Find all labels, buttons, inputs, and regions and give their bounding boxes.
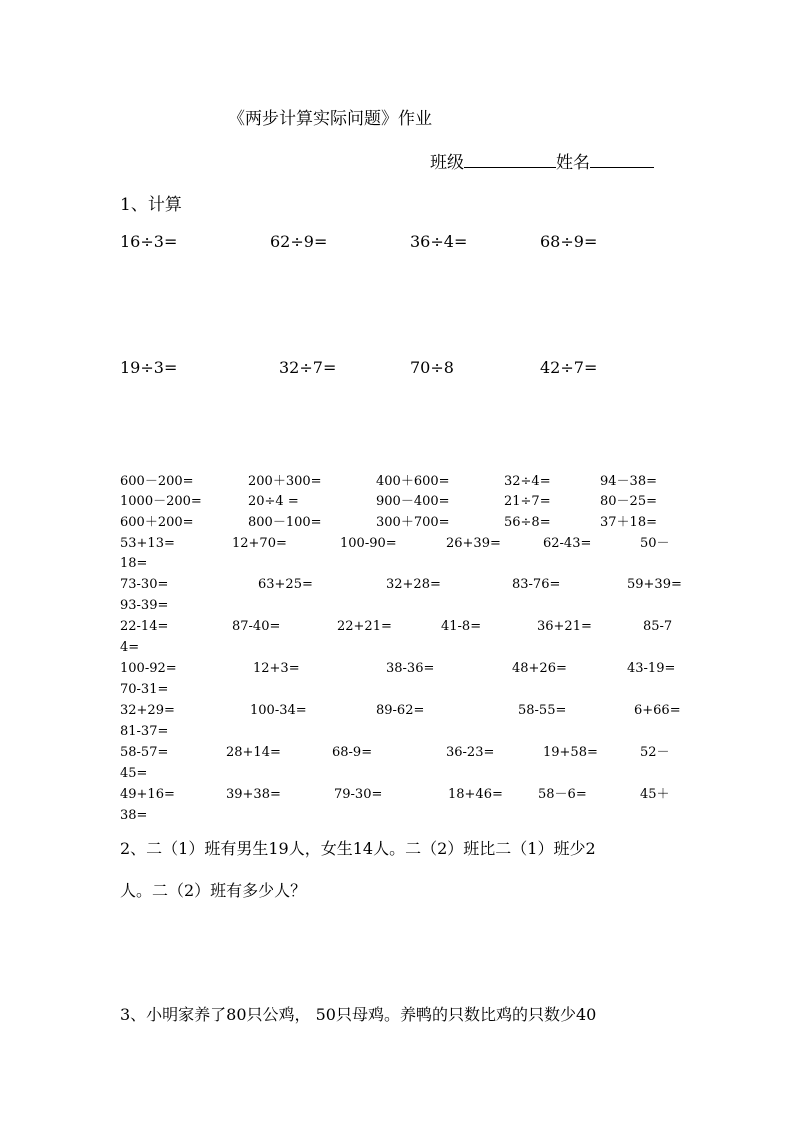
calc-item: 94－38= [600, 474, 657, 489]
calc-item: 19+58= [543, 745, 598, 760]
calc-item: 56÷8= [504, 515, 551, 530]
calc-item: 37＋18= [600, 515, 657, 530]
calc-item: 32÷4= [504, 474, 551, 489]
calc-item: 41-8= [441, 619, 482, 634]
calc-item: 59+39= [627, 577, 682, 592]
calc-item: 83-76= [512, 577, 561, 592]
calc-item: 400＋600= [376, 474, 450, 489]
calc-item: 800－100= [248, 515, 322, 530]
calc-item: 58－6= [538, 787, 587, 802]
calc-item: 300＋700= [376, 515, 450, 530]
calc-item: 22-14= [120, 619, 169, 634]
calc-item: 18+46= [448, 787, 503, 802]
calc-item: 87-40= [232, 619, 281, 634]
calc-item: 39+38= [226, 787, 281, 802]
division-item: 70÷8 [410, 358, 454, 377]
calc-item: 18= [120, 556, 148, 571]
calc-item: 48+26= [512, 661, 567, 676]
calc-item: 80－25= [600, 494, 657, 509]
calc-item: 68-9= [332, 745, 373, 760]
calc-item: 85-7 [643, 619, 673, 634]
calc-item: 53+13= [120, 536, 175, 551]
calc-item: 52－ [640, 745, 670, 760]
calc-item: 43-19= [627, 661, 676, 676]
calc-item: 100-92= [120, 661, 177, 676]
calc-item: 45= [120, 766, 148, 781]
q1-heading: 1、计算 [120, 195, 182, 215]
name-blank[interactable] [590, 151, 654, 168]
calc-item: 1000－200= [120, 494, 202, 509]
calc-item: 900－400= [376, 494, 450, 509]
calc-item: 6+66= [634, 703, 681, 718]
calc-item: 4= [120, 640, 140, 655]
calc-item: 50－ [640, 536, 670, 551]
calc-item: 20÷4 = [248, 494, 299, 509]
q2-line: 人。二（2）班有多少人？ [120, 881, 307, 900]
page-title: 《两步计算实际问题》作业 [228, 109, 432, 129]
division-item: 42÷7= [540, 358, 598, 377]
calc-item: 62-43= [543, 536, 592, 551]
calc-item: 58-57= [120, 745, 169, 760]
calc-item: 21÷7= [504, 494, 551, 509]
calc-item: 200＋300= [248, 474, 322, 489]
calc-item: 100-90= [340, 536, 397, 551]
calc-item: 93-39= [120, 598, 169, 613]
calc-item: 32+28= [386, 577, 441, 592]
calc-item: 63+25= [258, 577, 313, 592]
class-name-line [430, 148, 654, 173]
calc-item: 58-55= [518, 703, 567, 718]
calc-item: 100-34= [250, 703, 307, 718]
calc-item: 36+21= [537, 619, 592, 634]
calc-item: 12+3= [253, 661, 300, 676]
calc-item: 12+70= [232, 536, 287, 551]
calc-item: 600－200= [120, 474, 194, 489]
calc-item: 36-23= [446, 745, 495, 760]
calc-item: 79-30= [334, 787, 383, 802]
division-item: 36÷4= [410, 232, 468, 251]
calc-item: 600＋200= [120, 515, 194, 530]
class-label: 班级 [430, 153, 464, 173]
calc-item: 22+21= [337, 619, 392, 634]
calc-item: 38= [120, 808, 148, 823]
q2-line: 2、二（1）班有男生19人，女生14人。二（2）班比二（1）班少2 [120, 839, 596, 858]
division-item: 19÷3= [120, 358, 178, 377]
calc-item: 26+39= [446, 536, 501, 551]
calc-item: 38-36= [386, 661, 435, 676]
division-item: 16÷3= [120, 232, 178, 251]
division-item: 62÷9= [270, 232, 328, 251]
class-blank[interactable] [464, 151, 556, 168]
calc-item: 28+14= [226, 745, 281, 760]
calc-item: 45＋ [640, 787, 670, 802]
calc-item: 32+29= [120, 703, 175, 718]
calc-item: 70-31= [120, 682, 169, 697]
calc-item: 81-37= [120, 724, 169, 739]
q3-line: 3、小明家养了80只公鸡， 50只母鸡。养鸭的只数比鸡的只数少40 [120, 1005, 597, 1024]
name-label: 姓名 [556, 153, 590, 173]
calc-item: 73-30= [120, 577, 169, 592]
division-item: 32÷7= [279, 358, 337, 377]
calc-item: 49+16= [120, 787, 175, 802]
division-item: 68÷9= [540, 232, 598, 251]
calc-item: 89-62= [376, 703, 425, 718]
